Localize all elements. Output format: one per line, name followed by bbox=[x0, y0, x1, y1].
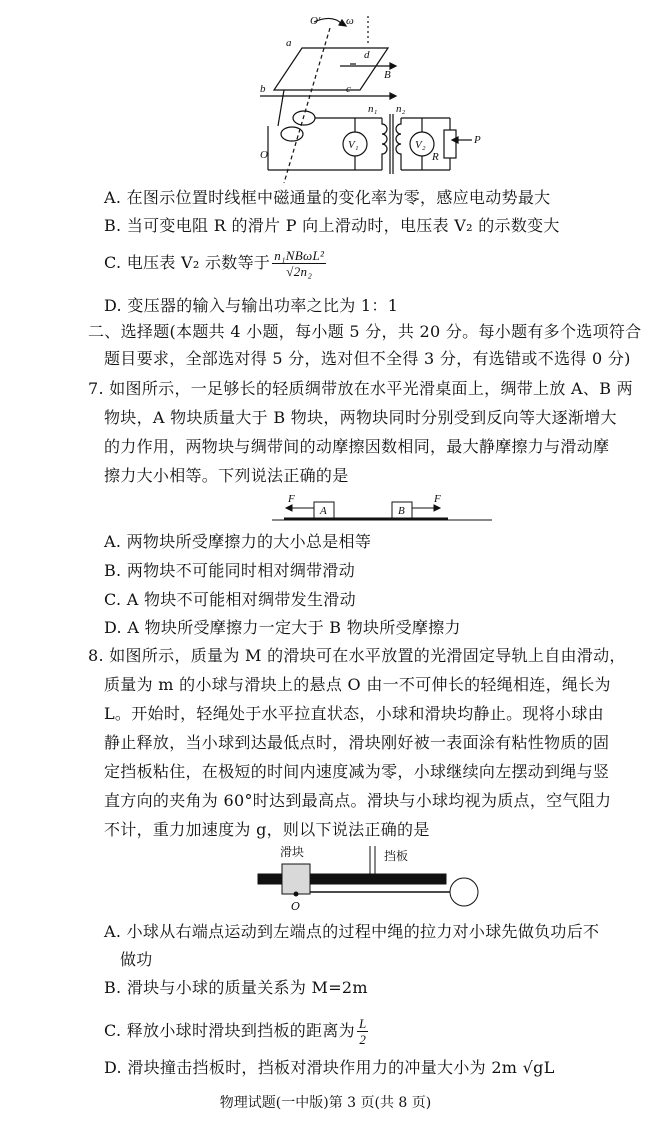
q7-option-d: D. A 物块所受摩擦力一定大于 B 物块所受摩擦力 bbox=[104, 618, 461, 637]
q7-block-b: B bbox=[398, 505, 405, 517]
q8-stem-line3: L。开始时，轻绳处于水平拉直状态，小球和滑块均静止。现将小球由 bbox=[104, 704, 604, 723]
label-V2: V₂ bbox=[415, 139, 426, 151]
q6-option-d: D. 变压器的输入与输出功率之比为 1：1 bbox=[104, 296, 399, 315]
q6-option-c-prefix: C. 电压表 V₂ 示数等于 bbox=[104, 253, 271, 272]
q8-baffle-label: 挡板 bbox=[384, 849, 409, 863]
fraction-numerator: n₁NBωL² bbox=[274, 248, 325, 263]
label-n1: n₁ bbox=[368, 103, 378, 115]
q7-option-a: A. 两物块所受摩擦力的大小总是相等 bbox=[104, 532, 372, 551]
q8-option-a-line1: A. 小球从右端点运动到左端点的过程中绳的拉力对小球先做负功后不 bbox=[104, 922, 600, 941]
q8-stem-line7: 不计，重力加速度为 g，则以下说法正确的是 bbox=[104, 820, 430, 839]
q8-option-c-fraction bbox=[357, 1016, 369, 1047]
q7-block-a: A bbox=[320, 505, 327, 517]
label-n2: n₂ bbox=[396, 103, 406, 115]
label-omega: ω bbox=[346, 15, 354, 27]
label-O: O bbox=[260, 149, 268, 161]
q7-ribbon-blocks-figure bbox=[270, 494, 496, 526]
q8-stem-line4: 静止释放，当小球到达最低点时，滑块刚好被一表面涂有粘性物质的固 bbox=[104, 733, 610, 752]
q7-stem-line4: 擦力大小相等。下列说法正确的是 bbox=[104, 466, 349, 485]
label-c: c bbox=[346, 83, 351, 95]
q8-stem-line5: 定挡板粘住，在极短的时间内速度减为零，小球继续向左摆动到绳与竖 bbox=[104, 762, 610, 781]
q8-stem-line2: 质量为 m 的小球与滑块上的悬点 O 由一不可伸长的轻绳相连，绳长为 bbox=[104, 675, 611, 694]
q7-force-left: F bbox=[288, 494, 295, 505]
q7-force-right: F bbox=[434, 494, 441, 505]
q8-option-c-prefix: C. 释放小球时滑块到挡板的距离为 bbox=[104, 1021, 355, 1040]
label-V1: V₁ bbox=[348, 139, 359, 151]
label-a: a bbox=[286, 37, 292, 49]
q8-slider-label: 滑块 bbox=[280, 845, 305, 859]
q8-option-c bbox=[104, 1016, 370, 1047]
q6-option-b: B. 当可变电阻 R 的滑片 P 向上滑动时，电压表 V₂ 的示数变大 bbox=[104, 216, 560, 235]
q8-slider-ball-figure bbox=[254, 842, 484, 916]
fraction-numerator: L bbox=[358, 1016, 367, 1031]
q7-stem-line1: 7. 如图所示，一足够长的轻质绸带放在水平光滑桌面上，绸带上放 A、B 两 bbox=[88, 379, 633, 398]
q6-option-c bbox=[104, 248, 328, 279]
label-R: R bbox=[432, 151, 439, 163]
section2-heading-line2: 题目要求，全部选对得 5 分，选对但不全得 3 分，有选错或不选得 0 分) bbox=[104, 349, 631, 368]
q8-option-b: B. 滑块与小球的质量关系为 M=2m bbox=[104, 978, 368, 997]
q8-stem-line6: 直方向的夹角为 60°时达到最高点。滑块与小球均视为质点，空气阻力 bbox=[104, 791, 612, 810]
q8-option-d: D. 滑块撞击挡板时，挡板对滑块作用力的冲量大小为 2m √gL bbox=[104, 1058, 555, 1077]
q6-option-a: A. 在图示位置时线框中磁通量的变化率为零，感应电动势最大 bbox=[104, 188, 551, 207]
label-d: d bbox=[364, 49, 370, 61]
q7-option-b: B. 两物块不可能同时相对绸带滑动 bbox=[104, 561, 356, 580]
label-B: B bbox=[384, 69, 391, 81]
fraction-denominator: √2n₂ bbox=[286, 264, 313, 279]
q7-stem-line3: 的力作用，两物块与绸带间的动摩擦因数相同，最大静摩擦力与滑动摩 bbox=[104, 437, 610, 456]
page-footer: 物理试题(一中版)第 3 页(共 8 页) bbox=[219, 1095, 432, 1111]
q8-stem-line1: 8. 如图所示，质量为 M 的滑块可在水平放置的光滑固定导轨上自由滑动， bbox=[88, 646, 626, 665]
fraction-denominator: 2 bbox=[359, 1032, 367, 1047]
q8-point-o-label: O bbox=[291, 900, 301, 913]
q8-option-a-line2: 做功 bbox=[120, 950, 153, 969]
section2-heading-line1: 二、选择题(本题共 4 小题，每小题 5 分，共 20 分。每小题有多个选项符合 bbox=[88, 322, 642, 341]
q7-stem-line2: 物块，A 物块质量大于 B 物块，两物块同时分别受到反向等大逐渐增大 bbox=[104, 408, 617, 427]
q7-option-c: C. A 物块不可能相对绸带发生滑动 bbox=[104, 590, 356, 609]
label-P: P bbox=[474, 134, 481, 146]
label-b: b bbox=[260, 83, 266, 95]
q6-generator-transformer-figure bbox=[250, 8, 490, 188]
q6-option-c-fraction bbox=[272, 248, 326, 279]
label-o-prime: O′ bbox=[310, 15, 321, 27]
